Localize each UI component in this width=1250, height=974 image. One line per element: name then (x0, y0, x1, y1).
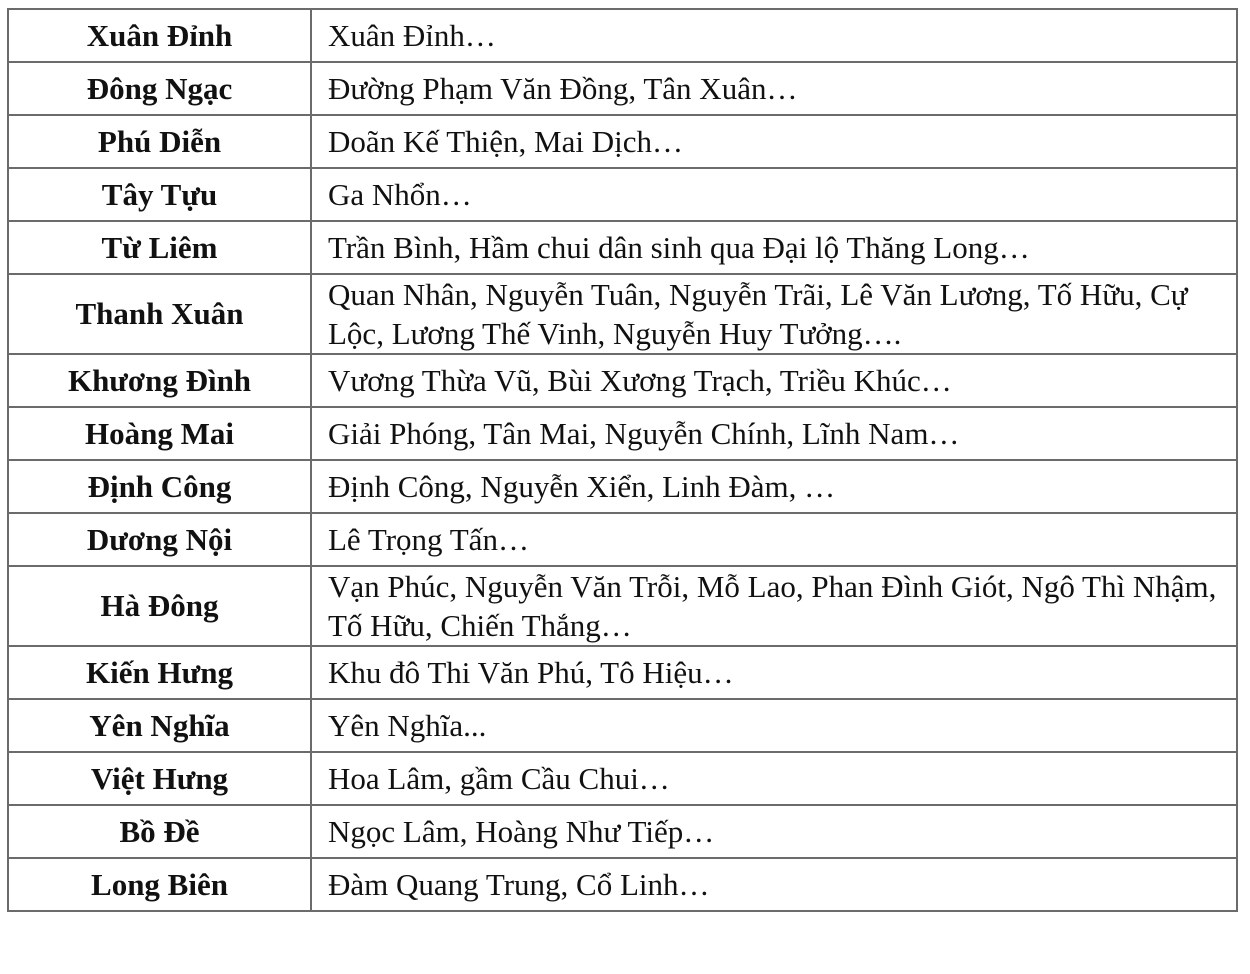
streets-cell: Yên Nghĩa... (311, 699, 1237, 752)
streets-cell: Doãn Kế Thiện, Mai Dịch… (311, 115, 1237, 168)
table-row (8, 9, 1237, 62)
area-name-cell: Xuân Đỉnh (8, 9, 311, 62)
streets-cell: Vương Thừa Vũ, Bùi Xương Trạch, Triều Khúc… (311, 354, 1237, 407)
table-row (8, 115, 1237, 168)
area-name-cell: Hà Đông (8, 566, 311, 646)
table-row (8, 646, 1237, 699)
streets-cell: Trần Bình, Hầm chui dân sinh qua Đại lộ Thăng Long… (311, 221, 1237, 274)
table-row (8, 513, 1237, 566)
area-name-cell: Thanh Xuân (8, 274, 311, 354)
streets-cell: Ga Nhổn… (311, 168, 1237, 221)
area-name-cell: Bồ Đề (8, 805, 311, 858)
table-row (8, 752, 1237, 805)
area-name-cell: Phú Diễn (8, 115, 311, 168)
streets-cell: Ngọc Lâm, Hoàng Như Tiếp… (311, 805, 1237, 858)
table-row (8, 460, 1237, 513)
table-row (8, 699, 1237, 752)
table-row (8, 858, 1237, 911)
streets-cell: Quan Nhân, Nguyễn Tuân, Nguyễn Trãi, Lê Văn Lương, Tố Hữu, Cự Lộc, Lương Thế Vinh, Nguyễn Huy Tưởng…. (311, 274, 1237, 354)
area-name-cell: Định Công (8, 460, 311, 513)
area-name-cell: Dương Nội (8, 513, 311, 566)
table-row (8, 354, 1237, 407)
area-name-cell: Từ Liêm (8, 221, 311, 274)
table-row (8, 274, 1237, 354)
streets-cell: Vạn Phúc, Nguyễn Văn Trỗi, Mỗ Lao, Phan Đình Giót, Ngô Thì Nhậm, Tố Hữu, Chiến Thắng… (311, 566, 1237, 646)
area-name-cell: Việt Hưng (8, 752, 311, 805)
table-row (8, 407, 1237, 460)
area-name-cell: Khương Đình (8, 354, 311, 407)
streets-cell: Đường Phạm Văn Đồng, Tân Xuân… (311, 62, 1237, 115)
streets-cell: Lê Trọng Tấn… (311, 513, 1237, 566)
area-name-cell: Tây Tựu (8, 168, 311, 221)
streets-cell: Đàm Quang Trung, Cổ Linh… (311, 858, 1237, 911)
streets-cell: Khu đô Thi Văn Phú, Tô Hiệu… (311, 646, 1237, 699)
table-row (8, 221, 1237, 274)
area-name-cell: Long Biên (8, 858, 311, 911)
streets-cell: Định Công, Nguyễn Xiển, Linh Đàm, … (311, 460, 1237, 513)
area-name-cell: Kiến Hưng (8, 646, 311, 699)
flood-streets-table (7, 8, 1238, 912)
area-name-cell: Hoàng Mai (8, 407, 311, 460)
table-body (8, 9, 1237, 911)
streets-cell: Xuân Đỉnh… (311, 9, 1237, 62)
area-name-cell: Đông Ngạc (8, 62, 311, 115)
streets-cell: Hoa Lâm, gầm Cầu Chui… (311, 752, 1237, 805)
area-name-cell: Yên Nghĩa (8, 699, 311, 752)
table-row (8, 805, 1237, 858)
table-row (8, 168, 1237, 221)
table-row (8, 62, 1237, 115)
streets-cell: Giải Phóng, Tân Mai, Nguyễn Chính, Lĩnh Nam… (311, 407, 1237, 460)
table-row (8, 566, 1237, 646)
